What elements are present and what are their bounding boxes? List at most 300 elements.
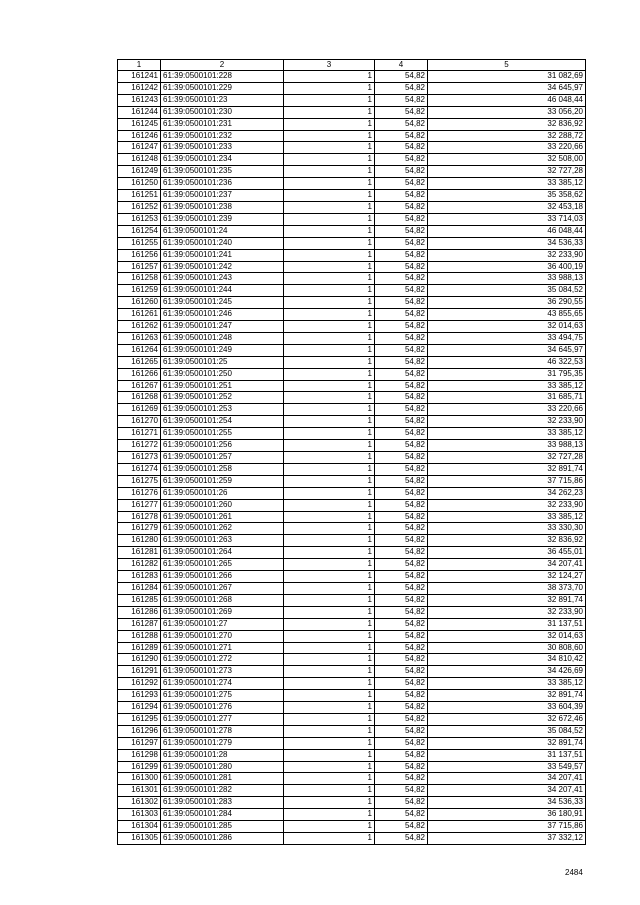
- table-cell: 54,82: [375, 321, 428, 333]
- table-row: [118, 154, 586, 166]
- table-row: [118, 440, 586, 452]
- table-cell: 61:39:0500101:234: [161, 154, 284, 166]
- table-cell: 1: [284, 249, 375, 261]
- table-row: [118, 678, 586, 690]
- table-cell: 61:39:0500101:237: [161, 190, 284, 202]
- table-cell: 54,82: [375, 416, 428, 428]
- table-cell: 61:39:0500101:270: [161, 630, 284, 642]
- table-cell: 37 332,12: [428, 833, 586, 845]
- table-cell: 54,82: [375, 249, 428, 261]
- table-cell: 161284: [118, 582, 161, 594]
- table-row: [118, 702, 586, 714]
- table-cell: 54,82: [375, 797, 428, 809]
- table-cell: 32 233,90: [428, 249, 586, 261]
- table-cell: 1: [284, 666, 375, 678]
- table-cell: 54,82: [375, 380, 428, 392]
- table-cell: 32 891,74: [428, 690, 586, 702]
- table-cell: 161244: [118, 106, 161, 118]
- table-cell: 61:39:0500101:263: [161, 535, 284, 547]
- table-cell: 1: [284, 404, 375, 416]
- table-row: [118, 606, 586, 618]
- table-cell: 161249: [118, 166, 161, 178]
- table-cell: 161280: [118, 535, 161, 547]
- table-cell: 37 715,86: [428, 475, 586, 487]
- table-cell: 61:39:0500101:277: [161, 713, 284, 725]
- table-cell: 32 014,63: [428, 321, 586, 333]
- table-cell: 161255: [118, 237, 161, 249]
- table-cell: 61:39:0500101:269: [161, 606, 284, 618]
- table-cell: 161269: [118, 404, 161, 416]
- table-cell: 61:39:0500101:26: [161, 487, 284, 499]
- table-cell: 61:39:0500101:244: [161, 285, 284, 297]
- table-cell: 1: [284, 713, 375, 725]
- table-cell: 54,82: [375, 582, 428, 594]
- table-cell: 61:39:0500101:24: [161, 225, 284, 237]
- table-row: [118, 321, 586, 333]
- table-cell: 54,82: [375, 82, 428, 94]
- table-cell: 54,82: [375, 713, 428, 725]
- column-header: 1: [118, 60, 161, 71]
- table-row: [118, 547, 586, 559]
- table-cell: 1: [284, 499, 375, 511]
- table-cell: 54,82: [375, 535, 428, 547]
- table-cell: 61:39:0500101:284: [161, 809, 284, 821]
- table-cell: 61:39:0500101:253: [161, 404, 284, 416]
- table-cell: 1: [284, 273, 375, 285]
- table-cell: 43 855,65: [428, 309, 586, 321]
- table-cell: 161257: [118, 261, 161, 273]
- table-cell: 54,82: [375, 190, 428, 202]
- table-row: [118, 654, 586, 666]
- table-cell: 161294: [118, 702, 161, 714]
- table-cell: 54,82: [375, 618, 428, 630]
- table-cell: 161246: [118, 130, 161, 142]
- table-cell: 1: [284, 511, 375, 523]
- table-cell: 161290: [118, 654, 161, 666]
- table-cell: 1: [284, 594, 375, 606]
- table-cell: 161298: [118, 749, 161, 761]
- table-cell: 54,82: [375, 261, 428, 273]
- table-cell: 161288: [118, 630, 161, 642]
- table-row: [118, 106, 586, 118]
- table-cell: 33 549,57: [428, 761, 586, 773]
- table-cell: 161279: [118, 523, 161, 535]
- table-cell: 61:39:0500101:273: [161, 666, 284, 678]
- table-cell: 61:39:0500101:235: [161, 166, 284, 178]
- table-cell: 61:39:0500101:276: [161, 702, 284, 714]
- table-cell: 161245: [118, 118, 161, 130]
- table-cell: 32 124,27: [428, 571, 586, 583]
- table-cell: 54,82: [375, 368, 428, 380]
- table-cell: 161259: [118, 285, 161, 297]
- table-cell: 31 137,51: [428, 749, 586, 761]
- table-row: [118, 713, 586, 725]
- table-cell: 61:39:0500101:238: [161, 201, 284, 213]
- table-row: [118, 571, 586, 583]
- table-cell: 161270: [118, 416, 161, 428]
- table-cell: 1: [284, 582, 375, 594]
- table-cell: 61:39:0500101:282: [161, 785, 284, 797]
- table-cell: 54,82: [375, 761, 428, 773]
- table-cell: 161256: [118, 249, 161, 261]
- table-cell: 1: [284, 702, 375, 714]
- table-cell: 54,82: [375, 678, 428, 690]
- table-cell: 61:39:0500101:274: [161, 678, 284, 690]
- column-header: 2: [161, 60, 284, 71]
- table-cell: 1: [284, 106, 375, 118]
- table-cell: 54,82: [375, 213, 428, 225]
- table-cell: 54,82: [375, 273, 428, 285]
- table-cell: 161281: [118, 547, 161, 559]
- table-row: [118, 833, 586, 845]
- table-cell: 1: [284, 463, 375, 475]
- table-cell: 54,82: [375, 285, 428, 297]
- table-cell: 1: [284, 201, 375, 213]
- table-cell: 35 084,52: [428, 285, 586, 297]
- table-cell: 31 082,69: [428, 71, 586, 83]
- table-cell: 161277: [118, 499, 161, 511]
- table-cell: 61:39:0500101:230: [161, 106, 284, 118]
- table-cell: 1: [284, 82, 375, 94]
- table-cell: 38 373,70: [428, 582, 586, 594]
- table-cell: 1: [284, 416, 375, 428]
- table-cell: 1: [284, 737, 375, 749]
- table-cell: 54,82: [375, 237, 428, 249]
- table-cell: 61:39:0500101:280: [161, 761, 284, 773]
- table-cell: 161265: [118, 356, 161, 368]
- table-cell: 1: [284, 606, 375, 618]
- table-row: [118, 297, 586, 309]
- table-cell: 61:39:0500101:279: [161, 737, 284, 749]
- table-row: [118, 237, 586, 249]
- table-cell: 54,82: [375, 809, 428, 821]
- table-cell: 54,82: [375, 654, 428, 666]
- table-cell: 1: [284, 190, 375, 202]
- table-cell: 54,82: [375, 523, 428, 535]
- table-cell: 54,82: [375, 487, 428, 499]
- table-cell: 1: [284, 285, 375, 297]
- table-row: [118, 749, 586, 761]
- table-cell: 33 604,39: [428, 702, 586, 714]
- table-row: [118, 332, 586, 344]
- table-cell: 34 207,41: [428, 559, 586, 571]
- table-row: [118, 118, 586, 130]
- table-cell: 1: [284, 178, 375, 190]
- table-cell: 32 836,92: [428, 535, 586, 547]
- table-cell: 1: [284, 71, 375, 83]
- table-cell: 32 727,28: [428, 166, 586, 178]
- table-cell: 161286: [118, 606, 161, 618]
- table-cell: 37 715,86: [428, 821, 586, 833]
- table-row: [118, 535, 586, 547]
- table-row: [118, 725, 586, 737]
- table-row: [118, 82, 586, 94]
- table-cell: 61:39:0500101:258: [161, 463, 284, 475]
- table-cell: 1: [284, 749, 375, 761]
- table-cell: 34 536,33: [428, 237, 586, 249]
- table-cell: 54,82: [375, 559, 428, 571]
- table-cell: 32 891,74: [428, 594, 586, 606]
- table-cell: 161278: [118, 511, 161, 523]
- table-cell: 32 672,46: [428, 713, 586, 725]
- table-cell: 161275: [118, 475, 161, 487]
- table-cell: 31 137,51: [428, 618, 586, 630]
- table-cell: 1: [284, 654, 375, 666]
- table-cell: 61:39:0500101:259: [161, 475, 284, 487]
- table-cell: 54,82: [375, 440, 428, 452]
- table-cell: 54,82: [375, 642, 428, 654]
- table-cell: 161304: [118, 821, 161, 833]
- table-cell: 61:39:0500101:233: [161, 142, 284, 154]
- table-cell: 54,82: [375, 178, 428, 190]
- table-cell: 1: [284, 166, 375, 178]
- table-cell: 54,82: [375, 71, 428, 83]
- table-row: [118, 499, 586, 511]
- table-row: [118, 142, 586, 154]
- table-cell: 61:39:0500101:241: [161, 249, 284, 261]
- table-cell: 61:39:0500101:278: [161, 725, 284, 737]
- data-table: [117, 59, 586, 845]
- table-cell: 161258: [118, 273, 161, 285]
- table-row: [118, 380, 586, 392]
- table-cell: 1: [284, 487, 375, 499]
- table-cell: 1: [284, 332, 375, 344]
- table-cell: 1: [284, 821, 375, 833]
- table-cell: 32 288,72: [428, 130, 586, 142]
- table-cell: 1: [284, 785, 375, 797]
- table-cell: 161271: [118, 428, 161, 440]
- table-cell: 54,82: [375, 118, 428, 130]
- table-cell: 1: [284, 321, 375, 333]
- table-cell: 31 685,71: [428, 392, 586, 404]
- table-cell: 1: [284, 809, 375, 821]
- table-cell: 161292: [118, 678, 161, 690]
- table-row: [118, 273, 586, 285]
- table-cell: 1: [284, 678, 375, 690]
- table-cell: 1: [284, 368, 375, 380]
- table-row: [118, 475, 586, 487]
- table-cell: 161266: [118, 368, 161, 380]
- header-row: [118, 60, 586, 71]
- table-cell: 36 455,01: [428, 547, 586, 559]
- table-cell: 32 891,74: [428, 463, 586, 475]
- table-row: [118, 761, 586, 773]
- table-cell: 54,82: [375, 392, 428, 404]
- table-cell: 61:39:0500101:271: [161, 642, 284, 654]
- table-row: [118, 559, 586, 571]
- table-row: [118, 404, 586, 416]
- table-cell: 1: [284, 630, 375, 642]
- table-cell: 32 836,92: [428, 118, 586, 130]
- table-cell: 61:39:0500101:228: [161, 71, 284, 83]
- table-cell: 1: [284, 773, 375, 785]
- table-cell: 33 988,13: [428, 273, 586, 285]
- table-cell: 61:39:0500101:23: [161, 94, 284, 106]
- table-cell: 61:39:0500101:243: [161, 273, 284, 285]
- table-row: [118, 737, 586, 749]
- table-cell: 61:39:0500101:275: [161, 690, 284, 702]
- table-cell: 61:39:0500101:229: [161, 82, 284, 94]
- table-cell: 161254: [118, 225, 161, 237]
- table-cell: 61:39:0500101:266: [161, 571, 284, 583]
- table-cell: 61:39:0500101:286: [161, 833, 284, 845]
- table-cell: 1: [284, 344, 375, 356]
- table-cell: 32 233,90: [428, 416, 586, 428]
- table-cell: 54,82: [375, 94, 428, 106]
- table-cell: 54,82: [375, 356, 428, 368]
- table-cell: 33 494,75: [428, 332, 586, 344]
- table-cell: 161300: [118, 773, 161, 785]
- table-cell: 61:39:0500101:248: [161, 332, 284, 344]
- table-cell: 61:39:0500101:246: [161, 309, 284, 321]
- table-cell: 61:39:0500101:264: [161, 547, 284, 559]
- table-cell: 1: [284, 392, 375, 404]
- table-cell: 1: [284, 225, 375, 237]
- table-row: [118, 690, 586, 702]
- table-cell: 161276: [118, 487, 161, 499]
- table-row: [118, 487, 586, 499]
- table-cell: 54,82: [375, 452, 428, 464]
- table-cell: 1: [284, 475, 375, 487]
- table-cell: 54,82: [375, 309, 428, 321]
- table-cell: 161283: [118, 571, 161, 583]
- table-cell: 1: [284, 356, 375, 368]
- table-cell: 1: [284, 440, 375, 452]
- table-cell: 1: [284, 559, 375, 571]
- table-cell: 54,82: [375, 749, 428, 761]
- table-cell: 54,82: [375, 463, 428, 475]
- table-cell: 161251: [118, 190, 161, 202]
- table-cell: 61:39:0500101:261: [161, 511, 284, 523]
- table-cell: 61:39:0500101:27: [161, 618, 284, 630]
- table-cell: 54,82: [375, 106, 428, 118]
- table-cell: 33 330,30: [428, 523, 586, 535]
- table-row: [118, 666, 586, 678]
- table-cell: 33 220,66: [428, 404, 586, 416]
- table-cell: 61:39:0500101:249: [161, 344, 284, 356]
- table-cell: 161253: [118, 213, 161, 225]
- table-cell: 61:39:0500101:262: [161, 523, 284, 535]
- table-cell: 34 207,41: [428, 785, 586, 797]
- table-cell: 161252: [118, 201, 161, 213]
- table-cell: 61:39:0500101:247: [161, 321, 284, 333]
- table-cell: 61:39:0500101:231: [161, 118, 284, 130]
- table-cell: 61:39:0500101:28: [161, 749, 284, 761]
- table-cell: 1: [284, 142, 375, 154]
- table-cell: 54,82: [375, 344, 428, 356]
- table-row: [118, 71, 586, 83]
- table-cell: 54,82: [375, 702, 428, 714]
- table-cell: 61:39:0500101:239: [161, 213, 284, 225]
- table-row: [118, 630, 586, 642]
- table-cell: 1: [284, 237, 375, 249]
- table-cell: 1: [284, 618, 375, 630]
- table-cell: 1: [284, 523, 375, 535]
- table-cell: 54,82: [375, 785, 428, 797]
- table-cell: 32 891,74: [428, 737, 586, 749]
- table-cell: 33 988,13: [428, 440, 586, 452]
- table-cell: 161250: [118, 178, 161, 190]
- table-cell: 34 262,23: [428, 487, 586, 499]
- table-row: [118, 249, 586, 261]
- table-row: [118, 190, 586, 202]
- table-row: [118, 261, 586, 273]
- table-cell: 161285: [118, 594, 161, 606]
- table-row: [118, 452, 586, 464]
- table-cell: 1: [284, 690, 375, 702]
- table-cell: 1: [284, 213, 375, 225]
- table-cell: 161302: [118, 797, 161, 809]
- table-cell: 35 358,62: [428, 190, 586, 202]
- table-cell: 1: [284, 571, 375, 583]
- table-row: [118, 130, 586, 142]
- table-cell: 54,82: [375, 594, 428, 606]
- table-cell: 161242: [118, 82, 161, 94]
- table-cell: 54,82: [375, 142, 428, 154]
- table-cell: 61:39:0500101:283: [161, 797, 284, 809]
- column-header: 4: [375, 60, 428, 71]
- table-cell: 32 453,18: [428, 201, 586, 213]
- table-cell: 30 808,60: [428, 642, 586, 654]
- table-cell: 61:39:0500101:256: [161, 440, 284, 452]
- table-cell: 36 290,55: [428, 297, 586, 309]
- table-row: [118, 797, 586, 809]
- table-cell: 54,82: [375, 130, 428, 142]
- column-header: 3: [284, 60, 375, 71]
- table-cell: 1: [284, 797, 375, 809]
- table-row: [118, 594, 586, 606]
- table-cell: 33 714,03: [428, 213, 586, 225]
- table-cell: 54,82: [375, 571, 428, 583]
- table-row: [118, 523, 586, 535]
- table-cell: 61:39:0500101:255: [161, 428, 284, 440]
- table-cell: 34 207,41: [428, 773, 586, 785]
- table-row: [118, 213, 586, 225]
- table-row: [118, 166, 586, 178]
- table-cell: 54,82: [375, 547, 428, 559]
- table-row: [118, 309, 586, 321]
- table-cell: 161287: [118, 618, 161, 630]
- table-cell: 1: [284, 380, 375, 392]
- table-cell: 32 014,63: [428, 630, 586, 642]
- table-cell: 61:39:0500101:268: [161, 594, 284, 606]
- table-cell: 161282: [118, 559, 161, 571]
- table-cell: 161264: [118, 344, 161, 356]
- table-row: [118, 642, 586, 654]
- table-cell: 32 508,00: [428, 154, 586, 166]
- table-cell: 34 426,69: [428, 666, 586, 678]
- table-cell: 1: [284, 130, 375, 142]
- table-cell: 161291: [118, 666, 161, 678]
- table-cell: 1: [284, 261, 375, 273]
- table-cell: 1: [284, 154, 375, 166]
- table-cell: 161247: [118, 142, 161, 154]
- table-cell: 33 056,20: [428, 106, 586, 118]
- table-cell: 61:39:0500101:245: [161, 297, 284, 309]
- table-cell: 161295: [118, 713, 161, 725]
- table-cell: 54,82: [375, 225, 428, 237]
- table-cell: 1: [284, 761, 375, 773]
- table-cell: 54,82: [375, 332, 428, 344]
- table-cell: 1: [284, 535, 375, 547]
- table-cell: 161296: [118, 725, 161, 737]
- table-row: [118, 809, 586, 821]
- table-row: [118, 392, 586, 404]
- table-row: [118, 225, 586, 237]
- table-cell: 33 385,12: [428, 511, 586, 523]
- table-cell: 161305: [118, 833, 161, 845]
- table-cell: 54,82: [375, 773, 428, 785]
